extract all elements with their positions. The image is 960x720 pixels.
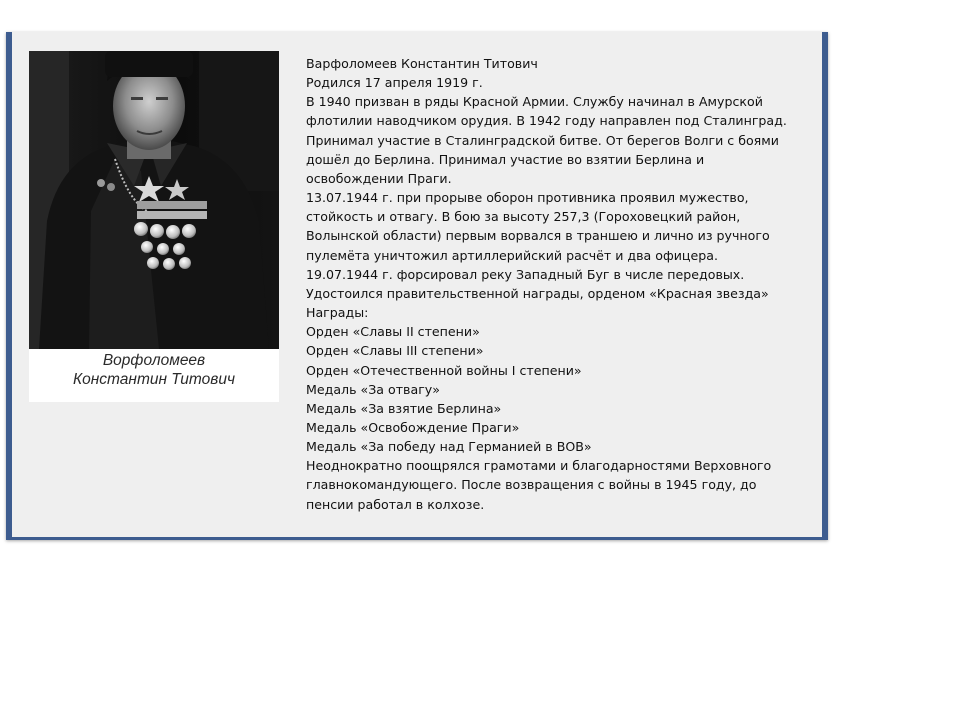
bio-line: главнокомандующего. После возвращения с войны в 1945 году, до <box>306 477 757 493</box>
bio-line: дошёл до Берлина. Принимал участие во взятии Берлина и <box>306 151 705 167</box>
award-item: Медаль «Освобождение Праги» <box>306 419 520 435</box>
award-item: Медаль «За взятие Берлина» <box>306 400 502 416</box>
portrait-photo-image <box>29 51 279 349</box>
bio-line: 13.07.1944 г. при прорыве оборон противника проявил мужество, <box>306 190 749 206</box>
bio-line: Варфоломеев Константин Титович <box>306 56 538 71</box>
awards-heading: Награды: <box>306 305 369 321</box>
bio-line: пенсии работал в колхозе. <box>306 496 485 512</box>
bio-line: стойкость и отвагу. В бою за высоту 257,3 (Гороховецкий район, <box>306 209 741 225</box>
award-item: Медаль «За победу над Германией в ВОВ» <box>306 439 592 455</box>
portrait-caption <box>29 351 279 389</box>
bio-line: Волынской области) первым ворвался в траншею и лично из ручного <box>306 228 770 244</box>
content-card <box>6 32 828 540</box>
portrait-caption-line1: Ворфоломеев <box>102 352 206 369</box>
portrait-photo <box>29 51 279 349</box>
bio-line: освобождении Праги. <box>306 170 452 186</box>
portrait-frame <box>29 51 279 402</box>
bio-line: Неоднократно поощрялся грамотами и благодарностями Верховного <box>306 458 772 474</box>
bio-line: В 1940 призван в ряды Красной Армии. Службу начинал в Амурской <box>306 94 763 110</box>
bio-line: Родился 17 апреля 1919 г. <box>306 75 483 91</box>
award-item: Орден «Славы II степени» <box>306 324 480 340</box>
portrait-caption-line2: Константин Титович <box>73 371 235 388</box>
bio-line: флотилии наводчиком орудия. В 1942 году направлен под Сталинград. <box>306 113 787 129</box>
award-item: Орден «Славы III степени» <box>306 343 484 359</box>
bio-line: Удостоился правительственной награды, орденом «Красная звезда» <box>306 285 769 301</box>
award-item: Орден «Отечественной войны I степени» <box>306 362 582 378</box>
biography-text <box>306 54 806 514</box>
bio-line: 19.07.1944 г. форсировал реку Западный Буг в числе передовых. <box>306 266 745 282</box>
award-item: Медаль «За отвагу» <box>306 381 440 397</box>
bio-line: пулемёта уничтожил артиллерийский расчёт и два офицера. <box>306 247 718 263</box>
bio-line: Принимал участие в Сталинградской битве. От берегов Волги с боями <box>306 132 779 148</box>
